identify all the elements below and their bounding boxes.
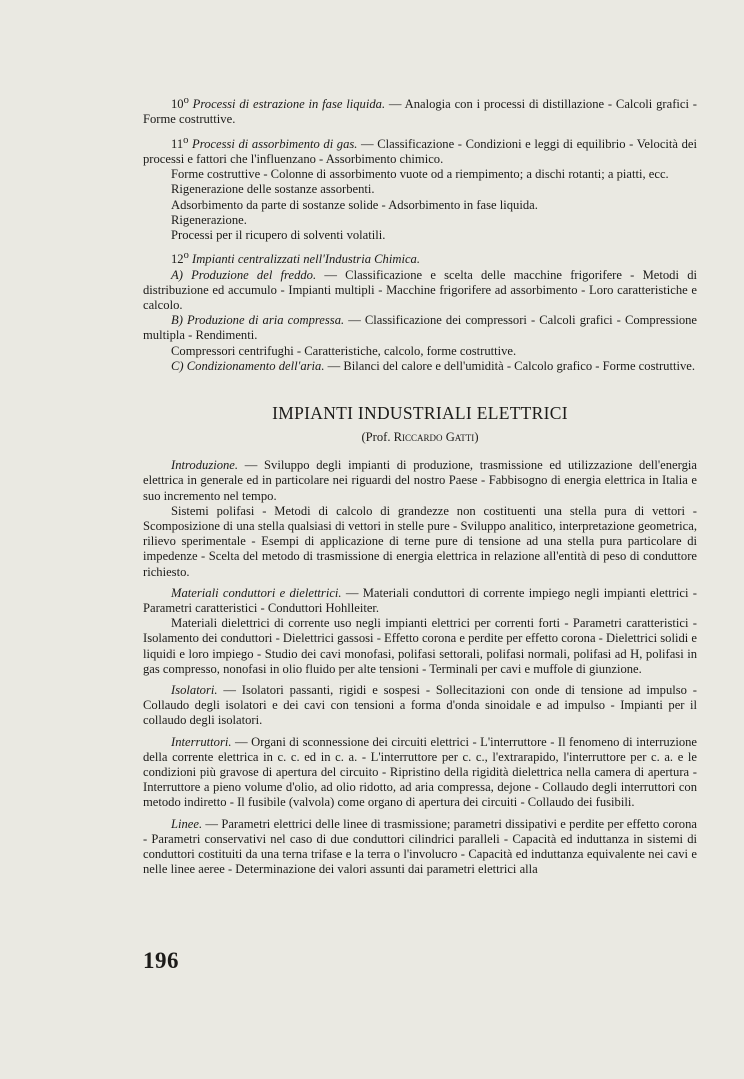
paragraph: Compressori centrifughi - Caratteristiche, calcolo, forme costruttive. <box>171 343 517 358</box>
topic-text: — Materiali conduttori di corrente impiego negli impianti elettrici - Parametri caratteristici - Conduttori Hohlleiter. <box>143 585 697 616</box>
paragraph: Materiali dielettrici di corrente uso negli impianti elettrici per correnti forti - Parametri caratteristici - Isolamento dei conduttori - Dielettrici gassosi - Effetto corona e perdite per effetto corona - Dielettrici solidi e liquidi e loro impiego - Studio dei cavi monofasi, polifasi settorali, polifasi normali, polifasi ad H, polifasi in gas compresso, nonofasi in olio fluido per alte tensioni - Terminali per cavi e muffole di giunzione. <box>143 616 697 676</box>
paragraph: Rigenerazione. <box>171 212 247 227</box>
topic-text: — Organi di sconnessione dei circuiti elettrici - L'interruttore - Il fenomeno di interruzione della corrente elettrica in c. c. ed in c. a. - L'interruttore per c. c., l'extrarapido, l'interruttore per c. a. e le condizioni più gravose di apertura del circuito - Ripristino della rigidità dielettrica nella camera di apertura - Interruttore a pieno volume d'olio, ad olio ridotto, ad aria compressa, dejone - Collaudo degli interruttori con metodo indiretto - Il fusibile (valvola) come organo di apertura dei circuiti - Collaudo dei fusibili. <box>143 734 697 810</box>
topic-text: — Parametri elettrici delle linee di trasmissione; parametri dissipativi e perdite per effetto corona - Parametri conservativi nel caso di due conduttori cilindrici paralleli - Capacità ed induttanza in sistemi di conduttori costituiti da una terna trifase e la terra o l'involucro - Capacità ed induttanza equivalente nei cavi e nelle linee aeree - Determinazione dei valori assunti dai parametri elettrici alla <box>143 816 697 877</box>
subitem-text: — Classificazione dei compressori - Calcoli grafici - Compressione multipla - Rendimenti. <box>143 313 697 343</box>
item-text: — Classificazione - Condizioni e leggi di equilibrio - Velocità dei processi e fattori che l'influenzano - Assorbimento chimico. <box>143 136 697 166</box>
topic-title: Linee. <box>171 816 203 831</box>
section-author <box>143 430 697 445</box>
topic-title: Materiali conduttori e dielettrici. <box>171 585 342 600</box>
author-name: Riccardo Gatti <box>393 430 475 445</box>
item-title: Impianti centralizzati nell'Industria Chimica. <box>192 252 420 267</box>
topic-linee <box>143 817 697 878</box>
topic-isolatori <box>143 683 697 729</box>
subitem-b <box>143 313 697 343</box>
topic-title: Isolatori. <box>171 683 218 698</box>
subitem-text: — Bilanci del calore e dell'umidità - Calcolo grafico - Forme costruttive. <box>324 358 695 373</box>
topic-text: — Sviluppo degli impianti di produzione, trasmissione ed utilizzazione dell'energia elettrica in generale ed in particolare nei riguardi del nostro Paese - Fabbisogno di energia elettrica in Italia e suo incremento nel tempo. <box>143 458 697 503</box>
item-10 <box>143 93 697 128</box>
ordinal-mark: o <box>183 250 189 262</box>
subitem-title: B) Produzione di aria compressa. <box>171 313 345 328</box>
item-number: 12 <box>171 252 184 267</box>
paragraph: Sistemi polifasi - Metodi di calcolo di grandezze non costituenti una stella pura di vettori - Scomposizione di una stella qualsiasi di vettori in stelle pure - Sviluppo analitico, interpretazione geometrica, rilievo sperimentale - Esempi di applicazione di terne pure di tensione ad una stella pura particolare di impedenze - Scelta del metodo di trasmissione di energia elettrica in relazione all'entità di peso di conduttore richiesto. <box>143 503 697 579</box>
section-heading: IMPIANTI INDUSTRIALI ELETTRICI <box>272 403 568 424</box>
topic-text: — Isolatori passanti, rigidi e sospesi - Sollecitazioni con onde di tensione ad impulso - Collaudo degli isolatori e dei cavi con tensioni a forma d'onda sinoidale e ad impulso - Impianti per il collaudo degli isolatori. <box>143 683 697 728</box>
subitem-c <box>143 359 697 374</box>
subitem-text: — Classificazione e scelta delle macchine frigorifere - Metodi di distribuzione ed accumulo - Impianti multipli - Macchine frigorifere ad assorbimento - Loro caratteristiche e calcolo. <box>143 267 697 312</box>
page-number: 196 <box>143 948 179 973</box>
topic-title: Introduzione. <box>171 458 239 473</box>
ordinal-mark: o <box>183 134 189 146</box>
author-prefix: (Prof. <box>361 430 394 445</box>
subitem-title: C) Condizionamento dell'aria. <box>171 358 325 373</box>
item-number: 10 <box>171 97 184 112</box>
page-content <box>143 93 697 878</box>
topic-materiali <box>143 586 697 616</box>
topic-introduzione <box>143 458 697 504</box>
ordinal-mark: o <box>183 95 189 106</box>
topic-title: Interruttori. <box>171 734 232 749</box>
author-suffix: ) <box>474 430 479 445</box>
paragraph: Rigenerazione delle sostanze assorbenti. <box>171 182 375 197</box>
item-12 <box>143 248 697 267</box>
item-11 <box>143 133 697 168</box>
topic-interruttori <box>143 735 697 811</box>
item-title: Processi di assorbimento di gas. <box>192 136 358 151</box>
item-text: — Analogia con i processi di distillazione - Calcoli grafici - Forme costruttive. <box>143 97 697 127</box>
subitem-title: A) Produzione del freddo. <box>171 267 317 282</box>
subitem-a <box>143 268 697 314</box>
paragraph: Forme costruttive - Colonne di assorbimento vuote od a riempimento; a dischi rotanti; a piatti, ecc. <box>171 167 669 182</box>
paragraph: Adsorbimento da parte di sostanze solide - Adsorbimento in fase liquida. <box>171 197 538 212</box>
paragraph: Processi per il ricupero di solventi volatili. <box>171 228 386 242</box>
item-title: Processi di estrazione in fase liquida. <box>192 97 386 112</box>
item-number: 11 <box>171 136 184 151</box>
